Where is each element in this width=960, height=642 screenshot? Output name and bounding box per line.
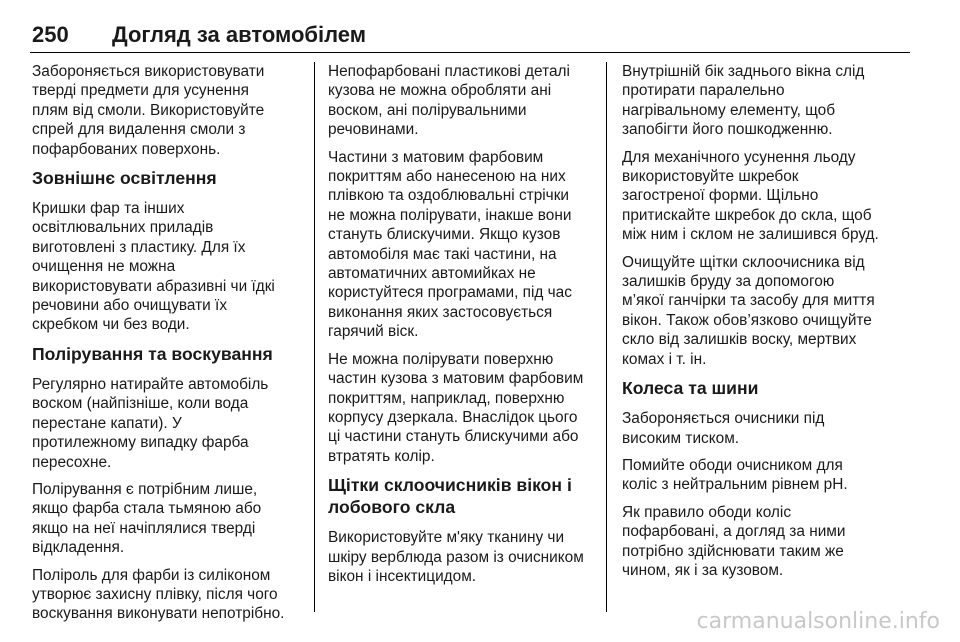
column-2 [328,62,598,594]
paragraph: Помийте ободи очисником для коліс з нейтральним рівнем рН. [622,456,848,494]
section-heading: Полірування та воскування [32,343,273,364]
paragraph: Регулярно натирайте автомобіль воском (найпізніше, коли вода перестане капати). У протилежному випадку фарба пересохне. [32,375,269,471]
paragraph: Використовуйте м'яку тканину чи шкіру верблюда разом із очисником вікон і інсектицидом. [328,529,584,585]
column-divider [314,62,315,612]
paragraph: Забороняється використовувати тверді предмети для усунення плям від смоли. Використовуйте спрей для видалення смоли з пофарбованих поверхонь. [32,63,265,158]
page-header [30,22,910,53]
section-heading: Колеса та шини [622,378,759,399]
paragraph: Полірування є потрібним лише, якщо фарба стала тьмяною або якщо на неї начіплялися тверді відкладення. [32,480,262,557]
paragraph: Для механічного усунення льоду використовуйте шкребок загостреної форми. Щільно притискайте шкребок до скла, щоб між ним і склом не залишився бруд. [622,148,879,244]
section-heading: Щітки склоочисників вікон і лобового скла [328,475,572,518]
paragraph: Кришки фар та інших освітлювальних приладів виготовлені з пластику. Для їх очищення не можна використовувати абразивні чи їдкі речовини або очищувати їх скребком чи без води. [32,200,275,334]
paragraph: Частини з матовим фарбовим покриттям або нанесеною на них плівкою та оздоблювальні стрічки не можна полірувати, інакше вони стануть блискучими. Якщо кузов автомобіля має такі частини, на автоматичних автомийках не користуйтеся програмами, під час виконання яких застосовується гарячий віск. [328,148,572,341]
paragraph: Очищуйте щітки склоочисника від залишків бруду за допомогою м’якої ганчірки та засобу для миття вікон. Також обов’язково очищуйте скло від залишків воску, мертвих комах і т. ін. [622,253,875,368]
column-3 [622,62,890,588]
chapter-title: Догляд за автомобілем [112,22,367,47]
page-number: 250 [32,22,69,47]
column-1 [32,62,310,632]
watermark: carmanualsonline.info [696,609,940,634]
paragraph: Поліроль для фарби із силіконом утворює захисну плівку, після чого воскування виконувати непотрібно. [32,566,285,623]
paragraph: Не можна полірувати поверхню частин кузова з матовим фарбовим покриттям, наприклад, поверхню корпусу дзеркала. Внаслідок цього ці частини стануть блискучими або втратять колір. [328,350,584,465]
paragraph: Непофарбовані пластикові деталі кузова не можна обробляти ані воском, ані полірувальними речовинами. [328,63,570,139]
paragraph: Внутрішній бік заднього вікна слід протирати паралельно нагрівальному елементу, щоб запобігти його пошкодженню. [622,63,865,139]
paragraph: Забороняється очисники під високим тиском. [622,410,825,447]
column-divider [606,62,607,612]
paragraph: Як правило ободи коліс пофарбовані, а догляд за ними потрібно здійснювати таким же чином, як і за кузовом. [622,503,846,579]
section-heading: Зовнішнє освітлення [32,168,217,189]
